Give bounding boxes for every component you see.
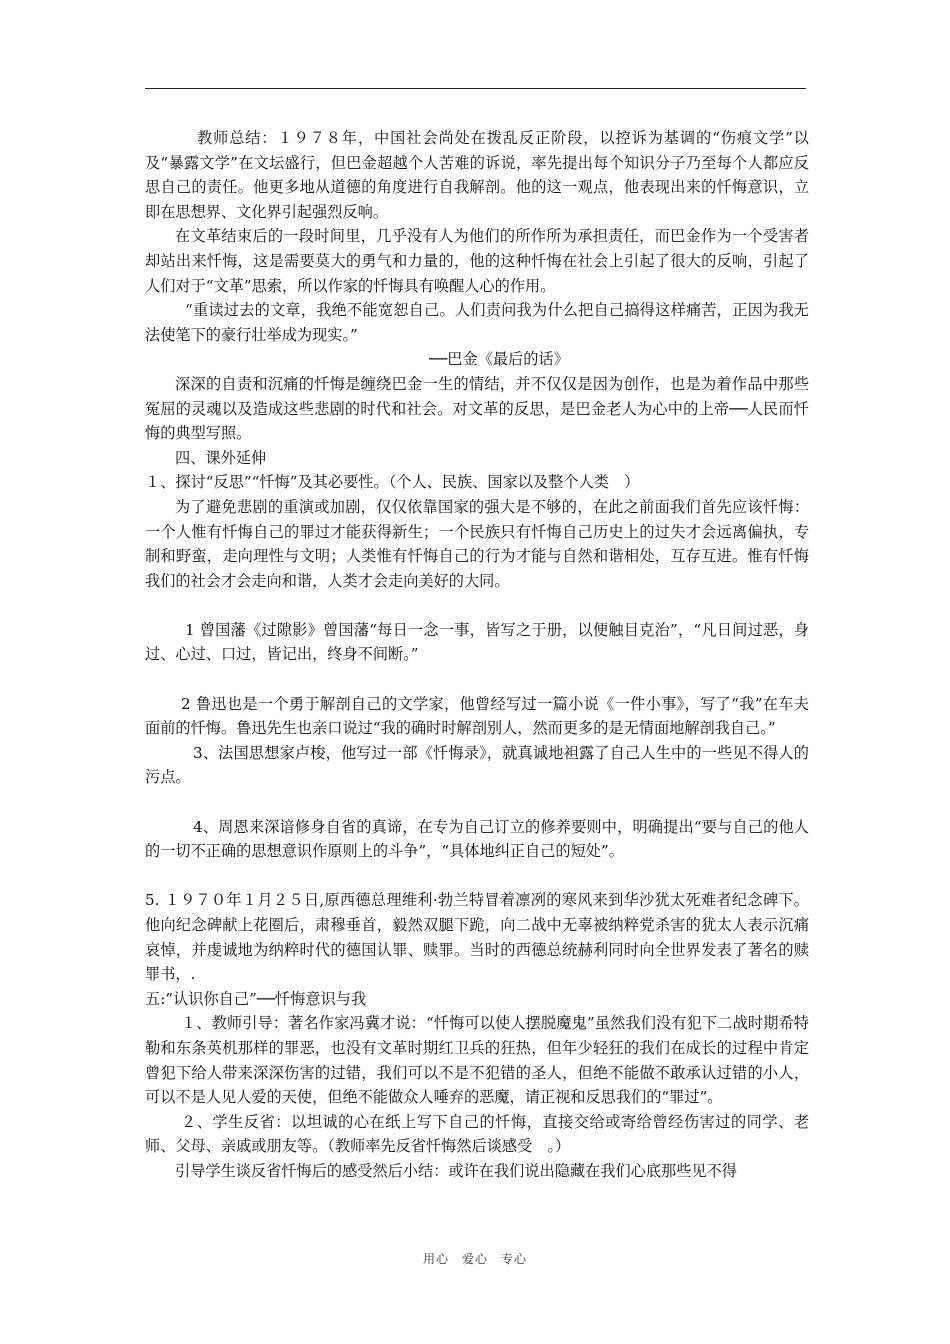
spacer (145, 790, 809, 815)
spacer (145, 864, 809, 889)
document-body (145, 126, 809, 1184)
paragraph: 教师总结：１９７８年，中国社会尚处在拨乱反正阶段，以控诉为基调的“伤痕文学”以及“暴露文学”在文坛盛行，但巴金超越个人苦难的诉说，率先提出每个知识分子乃至每个人都应反思自己的责任。他更多地从道德的角度进行自我解剖。他的这一观点，他表现出来的忏悔意识，立即在思想界、文化界引起强烈反响。 (145, 129, 809, 221)
section-heading: 四、课外延伸 (175, 448, 267, 467)
example-item: 3、法国思想家卢梭，他写过一部《忏悔录》，就真诚地袒露了自己人生中的一些见不得人的污点。 (145, 743, 809, 787)
paragraph: １、教师引导：著名作家冯冀才说：“忏悔可以使人摆脱魔鬼”虽然我们没有犯下二战时期希特勒和东条英机那样的罪恶，也没有文革时期红卫兵的狂热，但年少轻狂的我们在成长的过程中肯定曾犯下给人带来深深伤害的过错，我们可以不是不犯错的圣人，但绝不能做不敢承认过错的小人，可以不是人见人爱的天使，但绝不能做众人唾弃的恶魔，请正视和反思我们的“罪过”。 (145, 1014, 809, 1107)
page-footer: 用心 爱心 专心 (422, 1252, 527, 1266)
paragraph: ２、学生反省：以坦诚的心在纸上写下自己的忏悔，直接交给或寄给曾经伤害过的同学、老师、父母、亲戚或朋友等。（教师率先反省忏悔然后谈感受 。） (145, 1112, 809, 1156)
quote-attribution: ──巴金《最后的话》 (429, 350, 569, 369)
paragraph: 在文革结束后的一段时间里，几乎没有人为他们的所作所为承担责任，而巴金作为一个受害者却站出来忏悔，这是需要莫大的勇气和力量的，他的这种忏悔在社会上引起了很大的反响，引起了人们对于“文革”思索，所以作家的忏悔具有唤醒人心的作用。 (145, 227, 809, 295)
spacer (145, 667, 809, 692)
example-item: 2 鲁迅也是一个勇于解剖自己的文学家，他曾经写过一篇小说《一件小事》，写了“我”在车夫面前的忏悔。鲁迅先生也亲口说过“我的确时时解剖别人，然而更多的是无情面地解剖我自己。” (145, 694, 809, 738)
header-rule (145, 88, 806, 89)
spacer (145, 593, 809, 618)
example-item: 5. １９７０年１月２５日,原西德总理维利·勃兰特冒着凛冽的寒风来到华沙犹太死难者纪念碑下。他向纪念碑献上花圈后，肃穆垂首，毅然双腿下跪，向二战中无辜被纳粹党杀害的犹太人表示沉痛哀悼，并虔诚地为纳粹时代的德国认罪、赎罪。当时的西德总统赫利同时向全世界发表了著名的赎罪书，. (145, 891, 809, 984)
section-heading: 五:“认识你自己”──忏悔意识与我 (145, 989, 367, 1008)
paragraph: 引导学生谈反省忏悔后的感受然后小结：或许在我们说出隐藏在我们心底那些见不得 (175, 1161, 737, 1180)
example-item: 1 曾国藩《过隙影》曾国藩“每日一念一事，皆写之于册，以便触目克治”，“凡日间过恶，身过、心过、口过，皆记出，终身不间断。” (145, 620, 809, 664)
list-item: １、探讨“反思”“忏悔”及其必要性。（个人、民族、国家以及整个人类 ） (145, 473, 640, 492)
example-item: 4、周恩来深谙修身自省的真谛，在专为自己订立的修养要则中，明确提出“要与自己的他人的一切不正确的思想意识作原则上的斗争”，“具体地纠正自己的短处”。 (145, 817, 809, 861)
quote: “重读过去的文章，我绝不能宽恕自己。人们责问我为什么把自己搞得这样痛苦，正因为我无法使笔下的豪行壮举成为现实。” (145, 301, 809, 344)
paragraph: 为了避免悲剧的重演或加剧，仅仅依靠国家的强大是不够的，在此之前面我们首先应该忏悔：一个人惟有忏悔自己的罪过才能获得新生；一个民族只有忏悔自己历史上的过失才会远离偏执，专制和野蛮，走向理性与文明；人类惟有忏悔自己的行为才能与自然和谐相处，互存互进。惟有忏悔我们的社会才会走向和谐，人类才会走向美好的大同。 (145, 497, 809, 590)
paragraph: 深深的自责和沉痛的忏悔是缠绕巴金一生的情结，并不仅仅是因为创作，也是为着作品中那些冤屈的灵魂以及造成这些悲剧的时代和社会。对文革的反思，是巴金老人为心中的上帝──人民而忏悔的典型写照。 (145, 374, 809, 443)
